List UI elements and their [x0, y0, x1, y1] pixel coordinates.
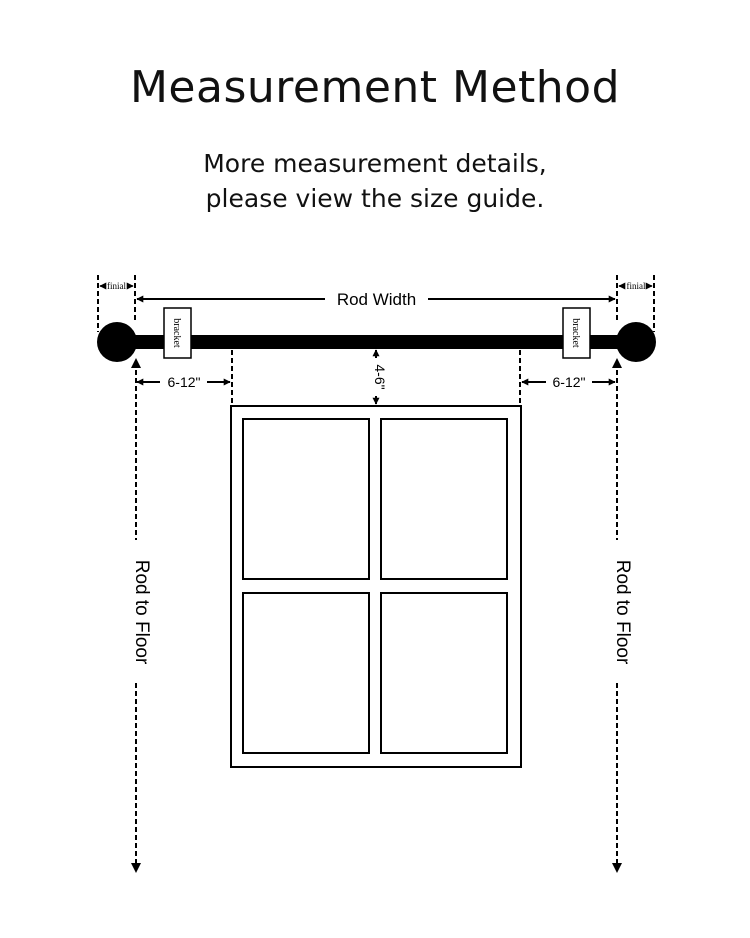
bracket-left [164, 308, 191, 358]
window-pane-bottom-left [243, 593, 369, 753]
bracket-right-label: bracket [570, 318, 581, 348]
rod-to-floor-left-label: Rod to Floor [131, 559, 152, 665]
bracket-left-label: bracket [171, 318, 182, 348]
rod-to-floor-right-label: Rod to Floor [612, 559, 633, 665]
page-title: Measurement Method [129, 62, 621, 113]
overlap-right-label: 6-12" [552, 374, 586, 390]
subtitle-line-2: please view the size guide. [205, 184, 545, 213]
subtitle-line-1: More measurement details, [203, 149, 547, 178]
rod-to-floor-left-arrowhead-top [131, 358, 141, 368]
rod-to-floor-left-arrowhead-bottom [131, 863, 141, 873]
finial-right [616, 322, 656, 362]
finial-left [97, 322, 137, 362]
window-pane-bottom-right [381, 593, 507, 753]
rod-width-label: Rod Width [336, 290, 417, 309]
finial-right-label: finial [626, 281, 646, 291]
rod-to-floor-right-arrowhead-top [612, 358, 622, 368]
window [231, 406, 521, 767]
rod-to-floor-right-arrowhead-bottom [612, 863, 622, 873]
overlap-left-label: 6-12" [167, 374, 201, 390]
window-pane-top-right [381, 419, 507, 579]
bracket-right [563, 308, 590, 358]
above-window-label: 4-6" [372, 364, 388, 390]
finial-left-label: finial [107, 281, 126, 291]
window-pane-top-left [243, 419, 369, 579]
